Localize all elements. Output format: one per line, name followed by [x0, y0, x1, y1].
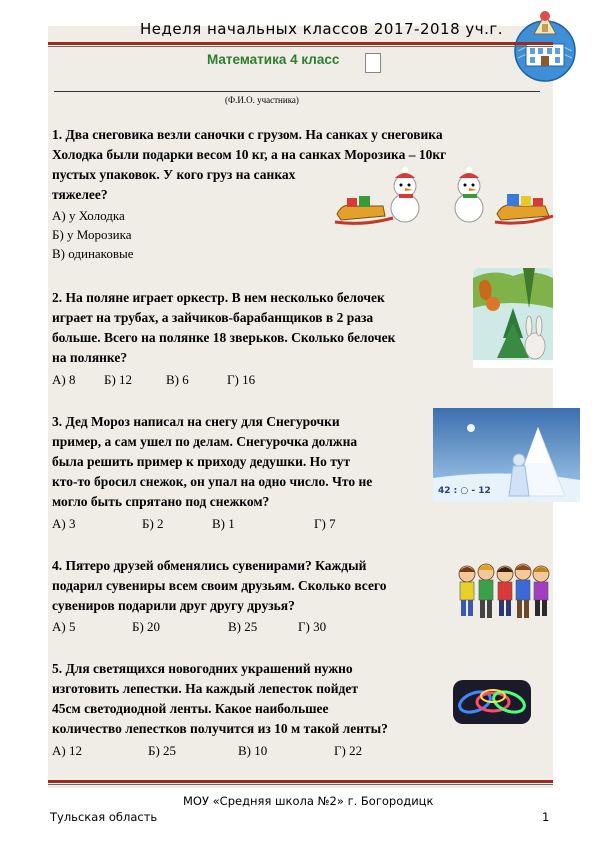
- footer-rule: [48, 780, 553, 783]
- header-rule-thin: [48, 46, 553, 47]
- friends-group-icon: [455, 560, 551, 622]
- answer-option-a[interactable]: А) 12: [52, 743, 82, 758]
- question-line: изготовить лепестки. На каждый лепесток пойдет: [52, 681, 358, 696]
- header-rule: [48, 42, 553, 45]
- answer-options: [52, 741, 388, 760]
- question-3: [52, 412, 372, 533]
- answer-option-a[interactable]: А) 3: [52, 516, 76, 531]
- question-5: [52, 659, 388, 760]
- question-line: 4. Пятеро друзей обменялись сувенирами? Каждый: [52, 558, 367, 573]
- footer-region: Тульская область: [50, 810, 158, 824]
- question-2: [52, 288, 395, 389]
- answer-options: [52, 514, 372, 533]
- answer-option-b[interactable]: Б) 12: [104, 372, 133, 387]
- footer-rule-thin: [48, 784, 553, 785]
- answer-options: [52, 617, 386, 636]
- answer-option-d[interactable]: Г) 7: [314, 516, 336, 531]
- name-field-line[interactable]: [54, 91, 540, 92]
- snow-maiden-tree-picture: [433, 408, 580, 502]
- question-line: 5. Для светящихся новогодних украшений нужно: [52, 661, 353, 676]
- question-text: [52, 288, 395, 368]
- answer-option-b[interactable]: Б) у Морозика: [52, 227, 132, 242]
- answer-option-c[interactable]: В) 25: [228, 619, 258, 634]
- answer-option-d[interactable]: Г) 16: [227, 372, 256, 387]
- question-line: сувениров подарили друг другу друзья?: [52, 598, 295, 613]
- answer-option-c[interactable]: В) 10: [238, 743, 268, 758]
- answer-option-d[interactable]: Г) 30: [298, 619, 327, 634]
- question-text: [52, 412, 372, 512]
- snowman-sled-left-icon: [333, 166, 433, 228]
- squirrel-rabbit-icon: [473, 268, 553, 368]
- answer-option-a[interactable]: А) у Холодка: [52, 208, 125, 223]
- answer-option-c[interactable]: В) 1: [212, 516, 235, 531]
- question-line: больше. Всего на полянке 18 зверьков. Сколько белочек: [52, 330, 396, 345]
- question-line: играет на трубах, а зайчиков-барабанщиков в 2 раза: [52, 310, 374, 325]
- snowman-sled-right-icon: [445, 166, 555, 228]
- header-title: Неделя начальных классов 2017-2018 уч.г.: [140, 20, 504, 38]
- answer-option-a[interactable]: А) 5: [52, 619, 76, 634]
- question-line: 2. На поляне играет оркестр. В нем несколько белочек: [52, 290, 385, 305]
- answer-option-b[interactable]: Б) 25: [148, 743, 177, 758]
- answer-option-b[interactable]: Б) 2: [142, 516, 164, 531]
- hidden-example-text: 42 : ○ - 12: [438, 486, 491, 496]
- variant-box[interactable]: [365, 53, 381, 73]
- question-4: [52, 556, 386, 636]
- led-petals-icon: [453, 680, 531, 724]
- question-line: могло быть спрятано под снежком?: [52, 494, 270, 509]
- question-line: пустых упаковок. У кого груз на санках: [52, 167, 296, 182]
- school-logo-icon: [508, 6, 582, 84]
- answer-option-c[interactable]: В) 6: [166, 372, 189, 387]
- answer-option-c[interactable]: В) одинаковые: [52, 246, 134, 261]
- answer-options: [52, 370, 395, 389]
- question-line: 1. Два снеговика везли саночки с грузом. На санках у снеговика: [52, 127, 443, 142]
- question-line: на полянке?: [52, 350, 128, 365]
- question-line: 45см светодиодной ленты. Какое наибольшее: [52, 701, 329, 716]
- answer-option-a[interactable]: А) 8: [52, 372, 76, 387]
- page-number: 1: [542, 810, 550, 824]
- question-line: количество лепестков получится из 10 м такой ленты?: [52, 721, 388, 736]
- question-line: пример, а сам ушел по делам. Снегурочка должна: [52, 434, 358, 449]
- question-line: подарил сувениры всем своим друзьям. Сколько всего: [52, 578, 387, 593]
- question-line: кто-то бросил снежок, он упал на одно число. Что не: [52, 474, 373, 489]
- question-line: тяжелее?: [52, 187, 108, 202]
- question-line: была решить пример к приходу дедушки. Но тут: [52, 454, 351, 469]
- footer-school: МОУ «Средняя школа №2» г. Богородицк: [183, 794, 434, 808]
- answer-option-d[interactable]: Г) 22: [334, 743, 363, 758]
- name-field-label: (Ф.И.О. участника): [225, 95, 299, 105]
- answer-option-b[interactable]: Б) 20: [132, 619, 161, 634]
- question-text: [52, 556, 386, 616]
- question-line: Холодка были подарки весом 10 кг, а на санках Морозика – 10кг: [52, 147, 447, 162]
- question-text: [52, 659, 388, 739]
- subject-title: Математика 4 класс: [207, 52, 340, 67]
- question-line: 3. Дед Мороз написал на снегу для Снегурочки: [52, 414, 340, 429]
